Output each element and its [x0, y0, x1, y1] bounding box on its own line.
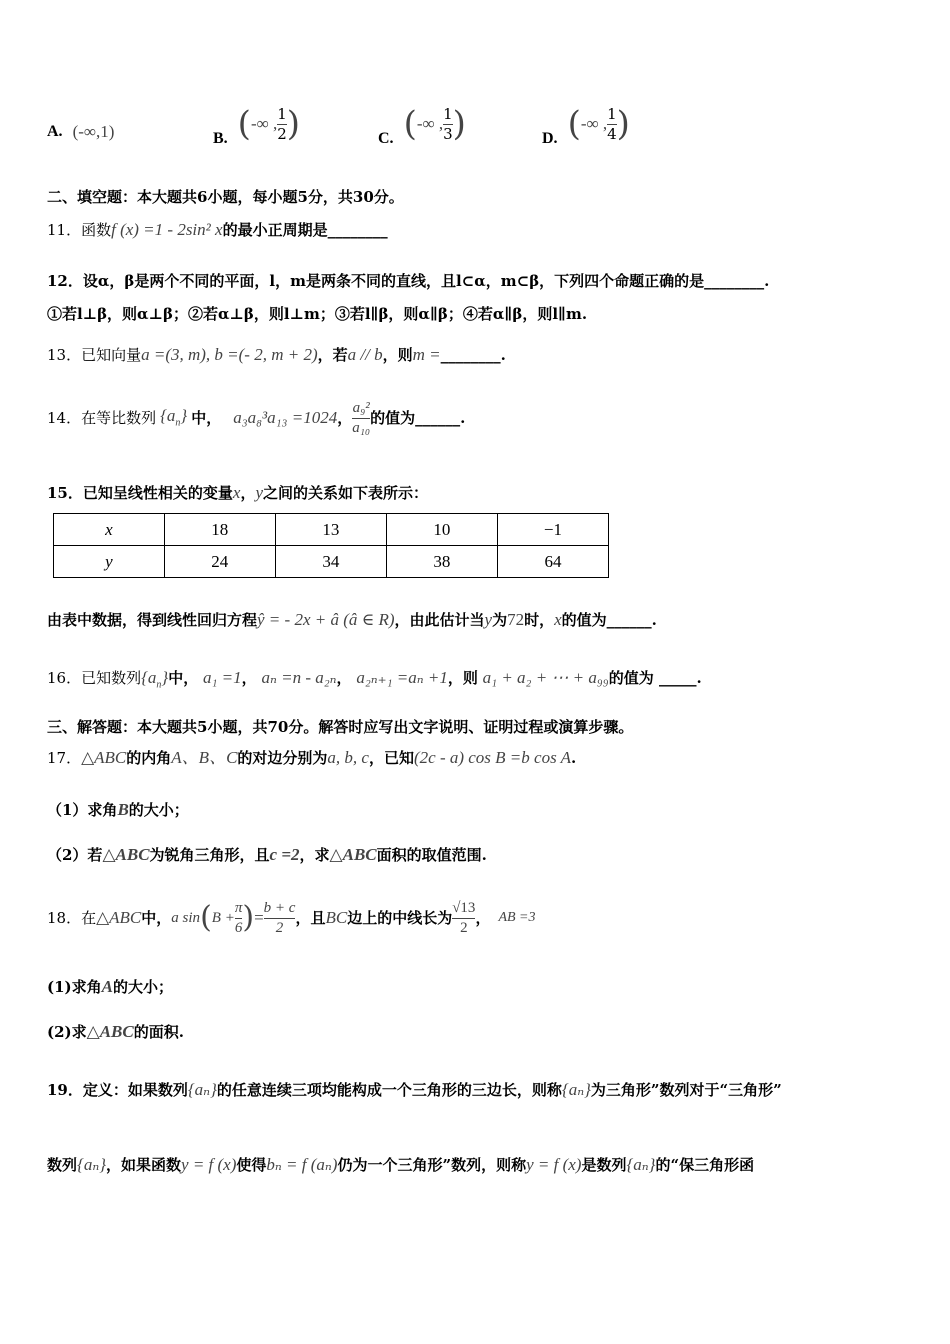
question-number: 18．在	[47, 909, 97, 927]
triangle: △ABC	[86, 1022, 134, 1041]
question-text: ，已知	[368, 749, 414, 767]
formula: bₙ = f (aₙ)	[266, 1155, 338, 1174]
question-text: ，	[336, 669, 352, 687]
question-text: 的对边分别为	[237, 749, 328, 767]
option-lead: -∞ ,	[250, 114, 278, 133]
variable: A	[101, 977, 113, 996]
denominator: 2	[277, 124, 287, 143]
question-19-line1	[47, 1080, 782, 1100]
table-cell: 10	[386, 514, 497, 546]
question-text: 的值为______.	[561, 611, 657, 629]
formula: ŷ = - 2x + â (â ∈ R)	[257, 610, 395, 629]
question-text: 由表中数据，得到线性回归方程	[47, 611, 258, 629]
question-text: 19．定义：如果数列	[47, 1081, 188, 1099]
question-14	[47, 400, 465, 436]
variable: y	[484, 610, 493, 629]
question-text: 为锐角三角形，且	[149, 846, 270, 864]
formula: a =(3, m), b =(- 2, m + 2)	[141, 345, 318, 364]
question-text: 的最小正周期是________	[222, 221, 388, 239]
sequence: $\{a_n\}$	[141, 668, 169, 691]
denominator: 2	[460, 919, 468, 936]
question-15-followup	[47, 610, 657, 630]
question-text: ，如果函数	[106, 1156, 182, 1174]
fraction	[277, 106, 287, 142]
formula: y = f (x)	[526, 1155, 582, 1174]
table-cell: x	[54, 514, 165, 546]
data-table	[53, 513, 609, 578]
question-18-part1	[47, 977, 173, 997]
sequence: {aₙ}	[626, 1155, 656, 1174]
denominator: 2	[275, 919, 284, 936]
question-text: 使得	[236, 1156, 267, 1174]
question-17	[47, 748, 576, 768]
question-text: ，	[241, 669, 257, 687]
formula: a, b, c	[327, 748, 369, 767]
question-17-part2	[47, 845, 487, 865]
triangle: △ABC	[81, 748, 127, 767]
question-text: 之间的关系如下表所示：	[263, 484, 429, 502]
question-text: .	[571, 749, 577, 767]
question-13	[47, 345, 506, 365]
table-cell: 18	[164, 514, 275, 546]
numerator: 1	[277, 105, 287, 123]
question-number: 14．在等比数列	[47, 409, 157, 427]
question-text: ，	[475, 909, 491, 927]
formula: a₂ₙ₊₁ =aₙ +1	[356, 668, 448, 687]
table-cell: 34	[275, 546, 386, 578]
formula: aₙ =n - a₂ₙ	[261, 668, 337, 687]
question-text: 15．已知呈线性相关的变量	[47, 484, 233, 502]
numerator: b + c	[263, 900, 296, 916]
question-17-part1	[47, 800, 189, 820]
question-16	[47, 668, 702, 691]
question-number: 11．函数	[47, 221, 112, 239]
option-label: B.	[213, 130, 228, 147]
question-text: ，则	[382, 346, 413, 364]
option-d: D. ( -∞ , $\frac{1}{4}$ )	[542, 104, 630, 147]
question-text: （2）若	[47, 846, 103, 864]
question-text: 的值为 _____.	[608, 669, 702, 687]
triangle: △ABC	[96, 907, 142, 927]
table-cell: −1	[497, 514, 608, 546]
fraction	[264, 900, 296, 936]
question-text: ，若	[317, 346, 348, 364]
question-15	[47, 483, 428, 503]
formula: a₁ + a₂ + ⋯ + a₉₉	[482, 668, 609, 687]
question-12-line2: ①若l⊥β，则α⊥β；②若α⊥β，则l⊥m；③若l∥β，则α∥β；④若α∥β，则l∥m.	[47, 305, 588, 323]
question-text: 是数列	[581, 1156, 627, 1174]
sequence-term: a	[166, 406, 176, 426]
formula: f (x) =1 - 2sin² x	[111, 220, 223, 239]
section-heading: 二、填空题：本大题共6小题，每小题5分，共30分。	[47, 188, 404, 206]
formula: AB =3	[498, 909, 536, 925]
formula: a sin	[171, 910, 201, 926]
triangle: △ABC	[329, 845, 377, 864]
question-text: 为	[492, 611, 508, 629]
table-cell: 24	[164, 546, 275, 578]
question-text: 面积的取值范围.	[376, 846, 487, 864]
sequence-term: a	[147, 668, 157, 687]
option-label: A.	[47, 123, 63, 140]
sequence: {aₙ}	[187, 1080, 217, 1099]
formula: a₃a₈³a₁₃ =1024	[233, 407, 338, 427]
fraction	[607, 106, 617, 142]
formula: y = f (x)	[181, 1155, 237, 1174]
question-text: 的内角	[126, 749, 172, 767]
variable: m =	[412, 345, 441, 364]
denominator: 4	[607, 124, 617, 143]
table-cell: 64	[497, 546, 608, 578]
question-text: ，则	[447, 669, 478, 687]
question-text: 边上的中线长为	[347, 909, 453, 927]
question-text: 的任意连续三项均能构成一个三角形的三边长，则称	[216, 1081, 562, 1099]
sequence: {aₙ}	[561, 1080, 591, 1099]
question-text: 的值为______.	[370, 409, 466, 427]
table-cell: y	[54, 546, 165, 578]
numerator: 1	[607, 105, 617, 123]
option-lead: -∞ ,	[416, 114, 444, 133]
fraction	[452, 900, 475, 936]
condition: a // b	[347, 345, 383, 364]
formula: =	[254, 907, 264, 927]
denominator: 6	[234, 919, 243, 936]
question-text: (2)求	[47, 1023, 87, 1041]
denominator: 3	[443, 124, 453, 143]
formula: a₁ =1	[203, 668, 242, 687]
question-text: (1)求角	[47, 978, 102, 996]
numerator: a₉²	[352, 400, 370, 416]
question-text: ________.	[440, 346, 506, 364]
question-18: 18．在 △ABC 中， a sin ( B + $\frac{\pi}{6}$ ) = $\frac{b + c}{2}$ ，且 BC 边上的中线长为 $\frac{√13}{2}$ ， AB =3	[47, 900, 536, 936]
option-a	[47, 122, 114, 142]
numerator: √13	[452, 900, 476, 916]
question-text: ，	[240, 484, 256, 502]
question-number: 16．已知数列	[47, 669, 142, 687]
question-text: 时，	[524, 611, 555, 629]
value: 72	[507, 610, 525, 629]
formula: B +	[211, 910, 235, 926]
option-c: C. ( -∞ , $\frac{1}{3}$ )	[378, 104, 466, 147]
fraction	[235, 900, 243, 936]
formula: c =2	[269, 845, 300, 864]
option-lead: -∞ ,	[580, 114, 608, 133]
question-text: ，由此估计当	[394, 611, 485, 629]
question-text: ，求	[299, 846, 330, 864]
fraction	[352, 400, 370, 436]
question-text: ，	[337, 409, 353, 427]
fraction	[443, 106, 453, 142]
option-label: C.	[378, 130, 394, 147]
option-content: (-∞,1)	[72, 122, 115, 141]
question-19-line2	[47, 1155, 754, 1175]
question-number: 17．	[47, 749, 82, 767]
formula: (2c - a) cos B =b cos A	[413, 748, 572, 767]
table-cell: 38	[386, 546, 497, 578]
question-18-part2	[47, 1022, 184, 1042]
table-cell: 13	[275, 514, 386, 546]
question-text: 为三角形”数列对于“三角形”	[590, 1081, 782, 1099]
variable: y	[255, 483, 263, 502]
question-11	[47, 220, 388, 240]
variable: B	[117, 800, 129, 819]
table-row	[54, 546, 609, 578]
denominator: a₁₀	[352, 419, 371, 436]
question-text: 的面积.	[133, 1023, 184, 1041]
sequence: $\{a_n\}$	[160, 406, 188, 429]
question-text: ，且	[295, 909, 326, 927]
formula: A、B、C	[171, 748, 238, 767]
numerator: 1	[443, 105, 453, 123]
question-text: 的大小；	[112, 978, 173, 996]
question-text: 的大小；	[128, 801, 189, 819]
question-text: 中，	[141, 909, 172, 927]
question-number: 13．已知向量	[47, 346, 142, 364]
variable: x	[232, 483, 241, 502]
option-b: B. ( -∞ , $\frac{1}{2}$ )	[213, 104, 301, 147]
section-heading: 三、解答题：本大题共5小题，共70分。解答时应写出文字说明、证明过程或演算步骤。	[47, 718, 634, 736]
variable: x	[554, 610, 562, 629]
formula: BC	[325, 907, 348, 927]
option-label: D.	[542, 130, 558, 147]
question-text: （1）求角	[47, 801, 118, 819]
question-text: 仍为一个三角形”数列，则称	[337, 1156, 527, 1174]
question-text: 中，	[191, 409, 222, 427]
question-text: 数列	[47, 1156, 78, 1174]
table-row	[54, 514, 609, 546]
numerator: π	[234, 900, 243, 916]
question-12-line1: 12．设α，β是两个不同的平面，l，m是两条不同的直线，且l⊂α，m⊂β，下列四个命题正确的是________.	[47, 272, 770, 290]
sequence: {aₙ}	[77, 1155, 107, 1174]
question-text: 的“保三角形函	[655, 1156, 755, 1174]
question-text: 中，	[168, 669, 199, 687]
triangle: △ABC	[102, 845, 150, 864]
